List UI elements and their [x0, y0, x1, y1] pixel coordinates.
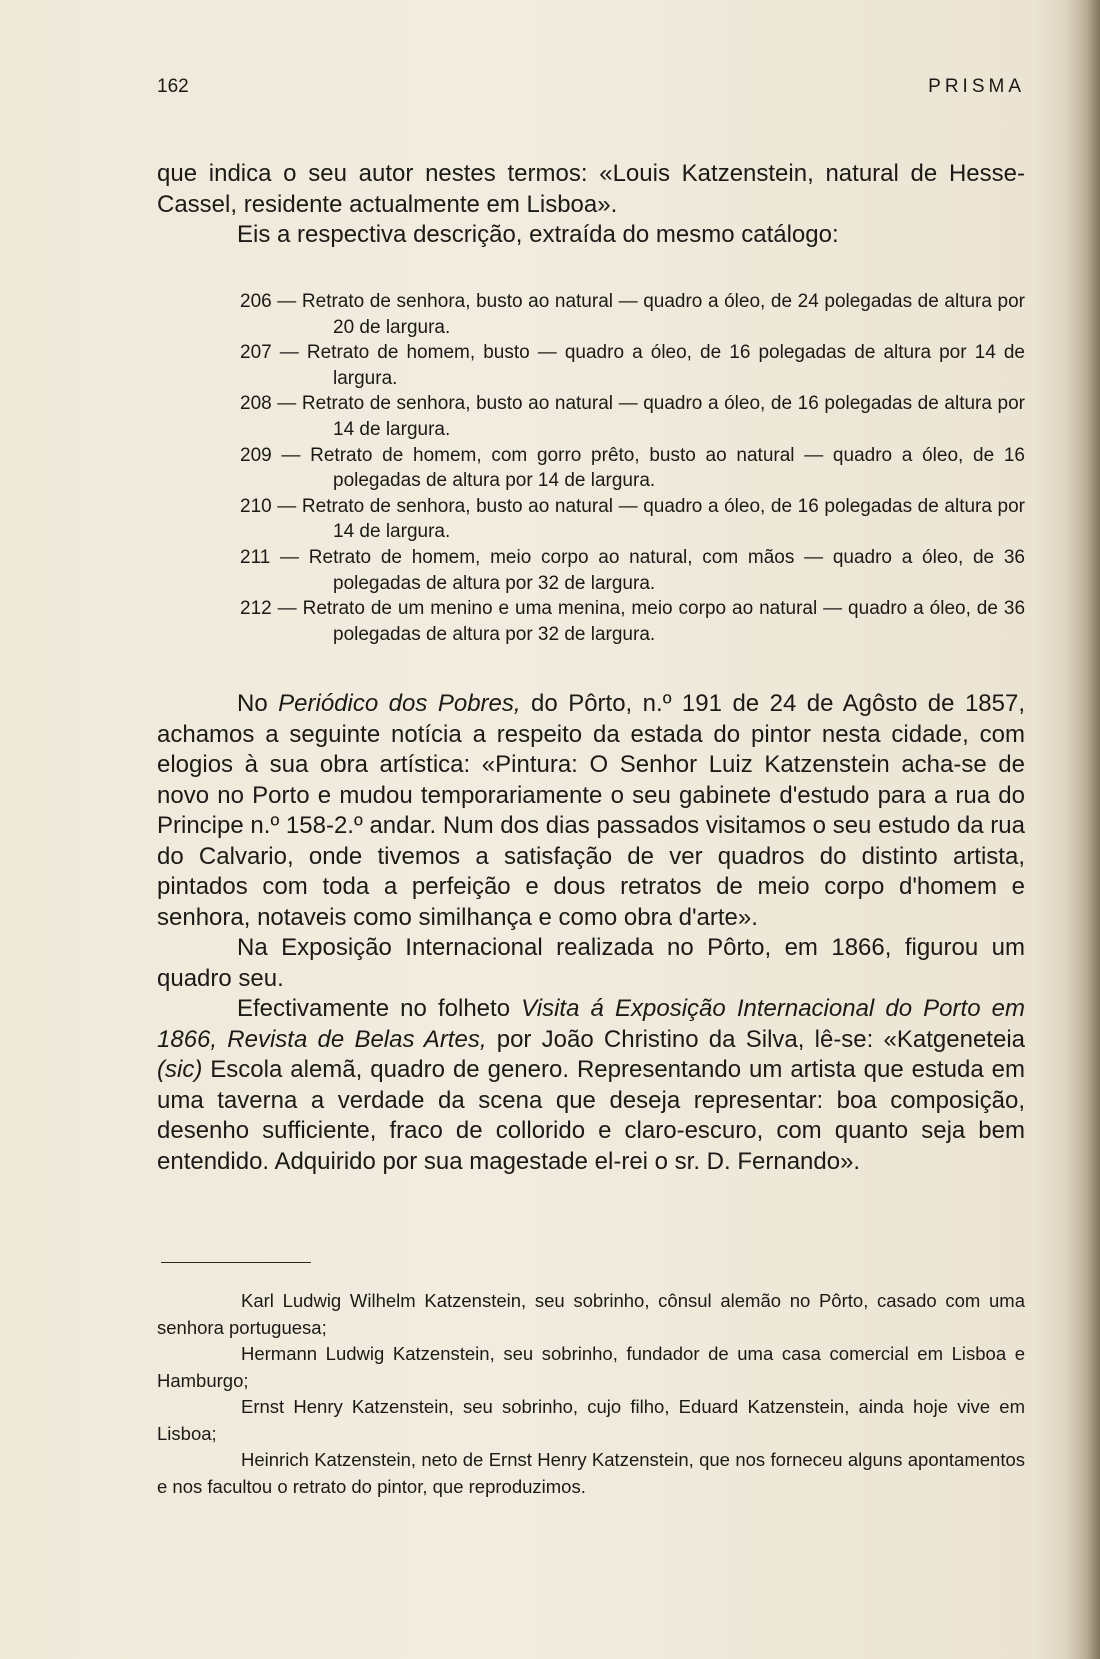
catalog-description: Retrato de homem, busto — quadro a óleo, de 16 polegadas de altura por 14 de largura.: [306, 342, 1025, 389]
periodico-text-rest: do Pôrto, n.º 191 de 24 de Agôsto de 1857, achamos a seguinte notícia a respeito da estada do pintor nesta cidade, com elogios à sua obra artística: «Pintura: O Senhor Luiz Katzenstein acha-se de novo no Porto e mudou temporariamente o seu gabinete d'estudo para a rua do Principe n.º 158-2.º andar. Num dos dias passados visitamos o seu estudo da rua do Calvario, onde tivemos a satisfação de ver quadros do distinto artista, pintados com toda a perfeição e dous retratos de meio corpo d'homem e senhora, notaveis como similhança e como obra d'arte».: [157, 690, 1026, 931]
folheto-text-start: Efectivamente no folheto: [237, 995, 522, 1022]
catalog-description: Retrato de homem, com gorro prêto, busto ao natural — quadro a óleo, de 16 polegadas de altura por 14 de largura.: [310, 444, 1025, 492]
catalog-number: 207: [240, 342, 272, 364]
catalog-description: Retrato de senhora, busto ao natural — quadro a óleo, de 16 polegadas de altura por 14 de largura.: [301, 393, 1025, 440]
catalog-description: Retrato de senhora, busto ao natural — quadro a óleo, de 16 polegadas de altura por 14 de largura.: [301, 495, 1025, 543]
catalog-entry: 206 — Retrato de senhora, busto ao natural — quadro a óleo, de 24 polegadas de altura por 20 de largura.: [240, 291, 1025, 338]
sic-note: (sic): [157, 1056, 203, 1083]
main-section: [157, 689, 1025, 1177]
catalog-list: [240, 289, 1025, 647]
catalog-number: 212: [240, 598, 272, 620]
footnote-item: Ernst Henry Katzenstein, seu sobrinho, cujo filho, Eduard Katzenstein, ainda hoje vive em Lisboa;: [157, 1396, 1025, 1444]
catalog-entry: 207 — Retrato de homem, busto — quadro a óleo, de 16 polegadas de altura por 14 de largura.: [240, 342, 1025, 389]
footnote-item: Karl Ludwig Wilhelm Katzenstein, seu sobrinho, cônsul alemão no Pôrto, casado com uma senhora portuguesa;: [157, 1290, 1025, 1338]
catalog-number: 210: [240, 495, 272, 517]
page-number: 162: [157, 76, 189, 97]
catalog-number: 209: [240, 444, 272, 466]
catalog-number: 211: [240, 546, 271, 568]
catalog-description: Retrato de homem, meio corpo ao natural, com mãos — quadro a óleo, de 36 polegadas de altura por 32 de largura.: [308, 546, 1025, 594]
footnote-item: Hermann Ludwig Katzenstein, seu sobrinho, fundador de uma casa comercial em Lisboa e Hamburgo;: [157, 1343, 1025, 1391]
intro-section: [157, 159, 1025, 251]
periodico-title: Periódico dos Pobres,: [278, 690, 521, 717]
running-head: [157, 76, 1025, 106]
folheto-paragraph: [157, 994, 1025, 1177]
exposicao-paragraph: Na Exposição Internacional realizada no Pôrto, em 1866, figurou um quadro seu.: [157, 934, 1025, 992]
periodico-text-start: No: [237, 690, 279, 717]
catalog-description: Retrato de senhora, busto ao natural — quadro a óleo, de 24 polegadas de altura por 20 de largura.: [301, 291, 1025, 338]
catalog-description: Retrato de um menino e uma menina, meio corpo ao natural — quadro a óleo, de 36 polegadas de altura por 32 de largura.: [302, 598, 1026, 645]
periodico-paragraph: [157, 689, 1025, 933]
catalog-entry: 210 — Retrato de senhora, busto ao natural — quadro a óleo, de 16 polegadas de altura por 14 de largura.: [240, 495, 1025, 543]
folheto-title: Visita á Exposição Internacional do Porto em 1866, Revista de Belas Artes,: [157, 995, 1025, 1053]
folheto-text-end: Escola alemã, quadro de genero. Representando um artista que estuda em uma taverna a verdade da scena que deseja representar: boa composição, desenho sufficiente, fraco de collorido e claro-escuro, com quanto seja bem entendido. Adquirido por sua magestade el-rei o sr. D. Fernando».: [157, 1056, 1025, 1175]
catalog-entry: 209 — Retrato de homem, com gorro prêto, busto ao natural — quadro a óleo, de 16 polegadas de altura por 14 de largura.: [240, 444, 1025, 492]
catalog-entry: 212 — Retrato de um menino e uma menina, meio corpo ao natural — quadro a óleo, de 36 polegadas de altura por 32 de largura.: [240, 598, 1026, 645]
journal-title: PRISMA: [928, 76, 1025, 97]
page-edge-shadow: [1066, 0, 1100, 1659]
footnotes: [157, 1288, 1025, 1500]
catalog-intro-paragraph: Eis a respectiva descrição, extraída do mesmo catálogo:: [237, 221, 839, 248]
catalog-number: 208: [240, 393, 272, 415]
footnote-divider: [161, 1262, 311, 1263]
footnote-item: Heinrich Katzenstein, neto de Ernst Henry Katzenstein, que nos forneceu alguns apontamentos e nos facultou o retrato do pintor, que reproduzimos.: [157, 1449, 1025, 1497]
catalog-entry: 211 — Retrato de homem, meio corpo ao natural, com mãos — quadro a óleo, de 36 polegadas de altura por 32 de largura.: [240, 546, 1025, 594]
intro-paragraph: que indica o seu autor nestes termos: «Louis Katzenstein, natural de Hesse-Cassel, residente actualmente em Lisboa».: [157, 160, 1025, 218]
folheto-text-middle: por João Christino da Silva, lê-se: «Katgeneteia: [486, 1025, 1026, 1053]
catalog-number: 206: [240, 291, 272, 312]
catalog-entry: 208 — Retrato de senhora, busto ao natural — quadro a óleo, de 16 polegadas de altura por 14 de largura.: [240, 393, 1025, 440]
